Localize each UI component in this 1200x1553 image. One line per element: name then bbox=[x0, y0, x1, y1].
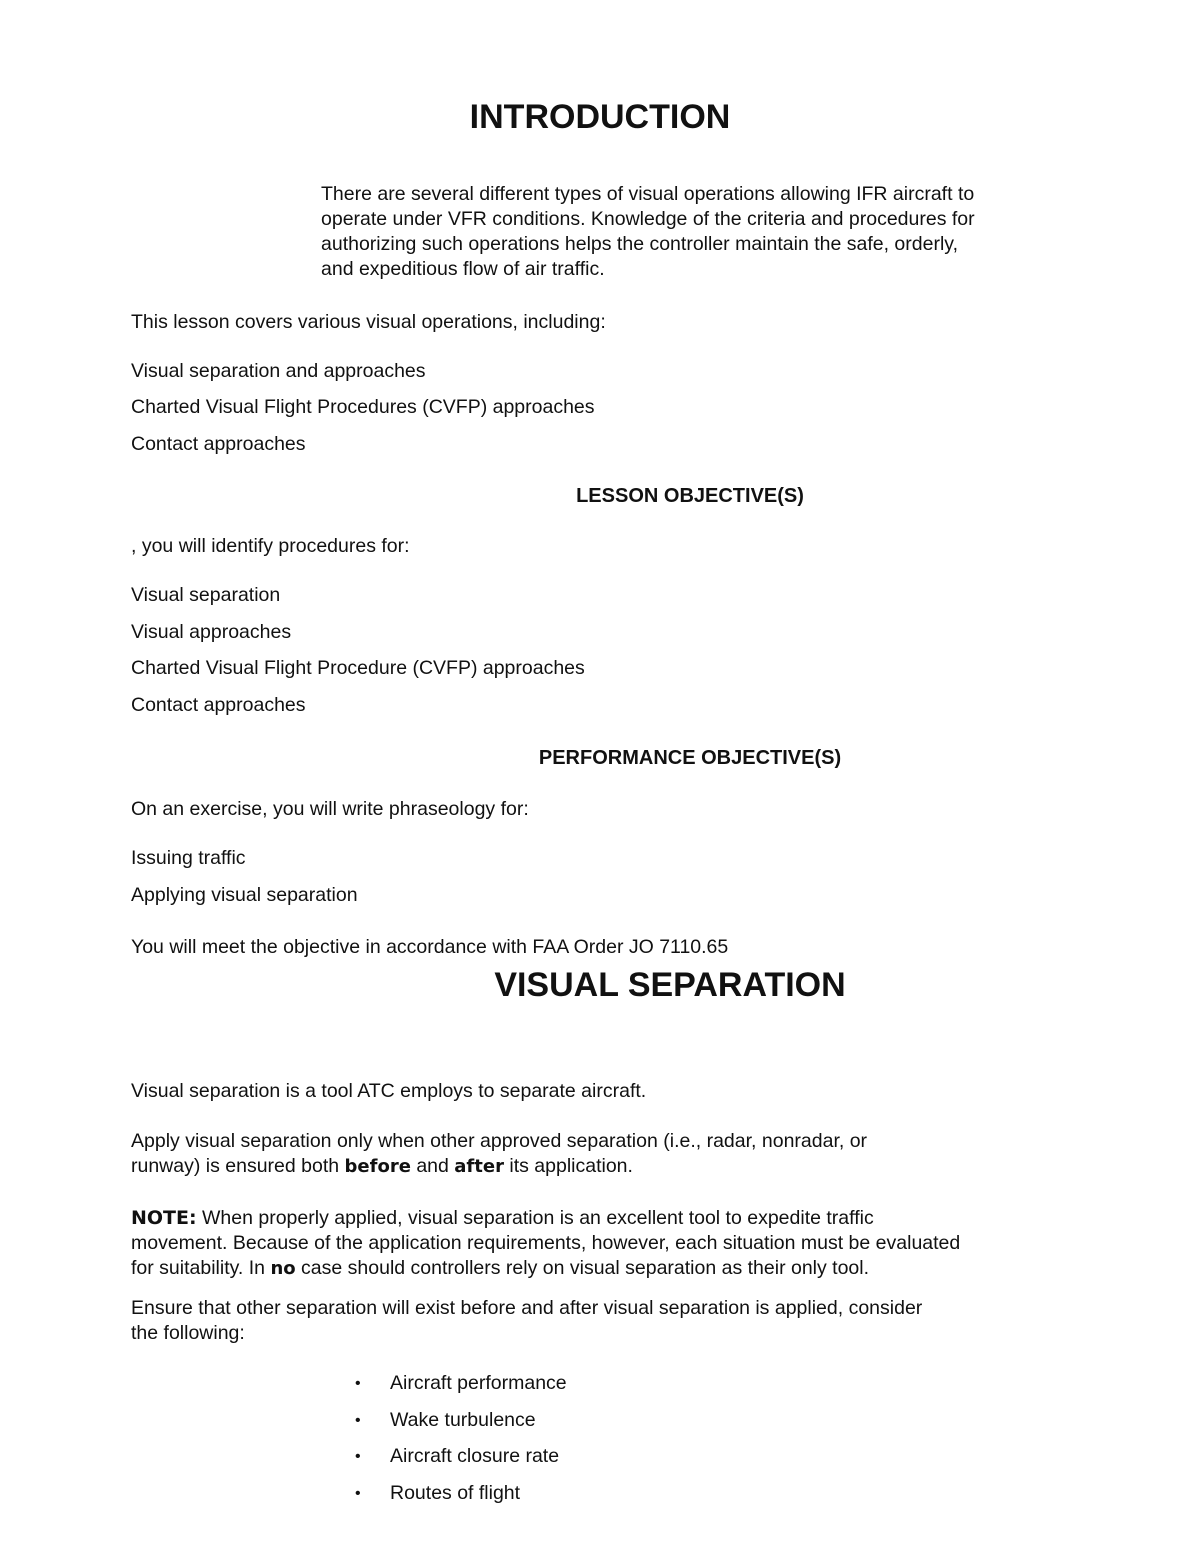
lesson-objective-item: Charted Visual Flight Procedure (CVFP) approaches bbox=[131, 657, 585, 679]
performance-objectives-closing: You will meet the objective in accordance with FAA Order JO 7110.65 bbox=[131, 936, 729, 958]
bullet-icon: • bbox=[355, 1375, 361, 1392]
visual-separation-title: VISUAL SEPARATION bbox=[494, 966, 846, 1004]
covers-item: Charted Visual Flight Procedures (CVFP) approaches bbox=[131, 396, 595, 418]
intro-paragraph-line: operate under VFR conditions. Knowledge of the criteria and procedures for bbox=[321, 208, 975, 230]
note-text: case should controllers rely on visual separation as their only tool. bbox=[295, 1257, 870, 1279]
p2-text: runway) is ensured both bbox=[131, 1155, 345, 1177]
bullet-icon: • bbox=[355, 1411, 361, 1429]
note-line: movement. Because of the application requirements, however, each situation must be evaluated bbox=[131, 1232, 961, 1254]
bullet-icon: • bbox=[355, 1448, 361, 1465]
performance-objective-item: Applying visual separation bbox=[131, 884, 358, 906]
list-item bbox=[355, 1481, 567, 1518]
performance-objective-item: Issuing traffic bbox=[131, 847, 246, 869]
emphasis-no: no bbox=[270, 1258, 296, 1279]
note-text: for suitability. In bbox=[131, 1257, 271, 1279]
covers-item: Visual separation and approaches bbox=[131, 360, 426, 382]
note-line bbox=[131, 1256, 960, 1281]
list-item bbox=[355, 1444, 567, 1481]
lesson-objectives-lead: , you will identify procedures for: bbox=[131, 535, 410, 557]
p2-line bbox=[131, 1154, 867, 1179]
note-line bbox=[131, 1206, 960, 1231]
visual-separation-p1: Visual separation is a tool ATC employs to separate aircraft. bbox=[131, 1080, 647, 1102]
intro-paragraph-line: authorizing such operations helps the controller maintain the safe, orderly, bbox=[321, 233, 958, 255]
considerations-list bbox=[355, 1371, 567, 1517]
intro-paragraph-line: and expeditious flow of air traffic. bbox=[321, 258, 605, 280]
list-item-label: Aircraft closure rate bbox=[390, 1445, 560, 1467]
intro-paragraph-line: There are several different types of visual operations allowing IFR aircraft to bbox=[321, 183, 975, 205]
covers-item: Contact approaches bbox=[131, 433, 306, 455]
intro-paragraph bbox=[321, 182, 975, 282]
list-item bbox=[355, 1408, 567, 1445]
bullet-icon: • bbox=[355, 1484, 361, 1502]
list-item-label: Wake turbulence bbox=[390, 1408, 536, 1431]
emphasis-after: after bbox=[454, 1156, 504, 1177]
note-label: NOTE: bbox=[131, 1207, 197, 1229]
covers-text: This lesson covers various visual operations, including: bbox=[131, 311, 606, 333]
note-paragraph bbox=[131, 1206, 960, 1281]
performance-objectives-heading: PERFORMANCE OBJECTIVE(S) bbox=[538, 747, 842, 769]
p2-text: and bbox=[410, 1155, 455, 1177]
lesson-objective-item: Contact approaches bbox=[131, 694, 306, 716]
list-item-label: Aircraft performance bbox=[390, 1372, 567, 1394]
visual-separation-p2 bbox=[131, 1129, 867, 1179]
emphasis-before: before bbox=[344, 1156, 411, 1177]
consider-line: Ensure that other separation will exist before and after visual separation is applied, consider bbox=[131, 1297, 923, 1319]
lesson-objective-item: Visual approaches bbox=[131, 621, 292, 643]
note-text: When properly applied, visual separation is an excellent tool to expedite traffic bbox=[196, 1207, 874, 1229]
list-item-label: Routes of flight bbox=[390, 1481, 521, 1504]
p2-text: its application. bbox=[503, 1155, 633, 1177]
p2-line: Apply visual separation only when other approved separation (i.e., radar, nonradar, or bbox=[131, 1130, 868, 1152]
intro-title: INTRODUCTION bbox=[469, 98, 731, 136]
lesson-objective-item: Visual separation bbox=[131, 584, 281, 606]
consider-paragraph bbox=[131, 1296, 922, 1346]
list-item bbox=[355, 1371, 567, 1408]
performance-objectives-lead: On an exercise, you will write phraseology for: bbox=[131, 798, 529, 820]
consider-line: the following: bbox=[131, 1322, 245, 1344]
lesson-objectives-heading: LESSON OBJECTIVE(S) bbox=[576, 485, 804, 507]
